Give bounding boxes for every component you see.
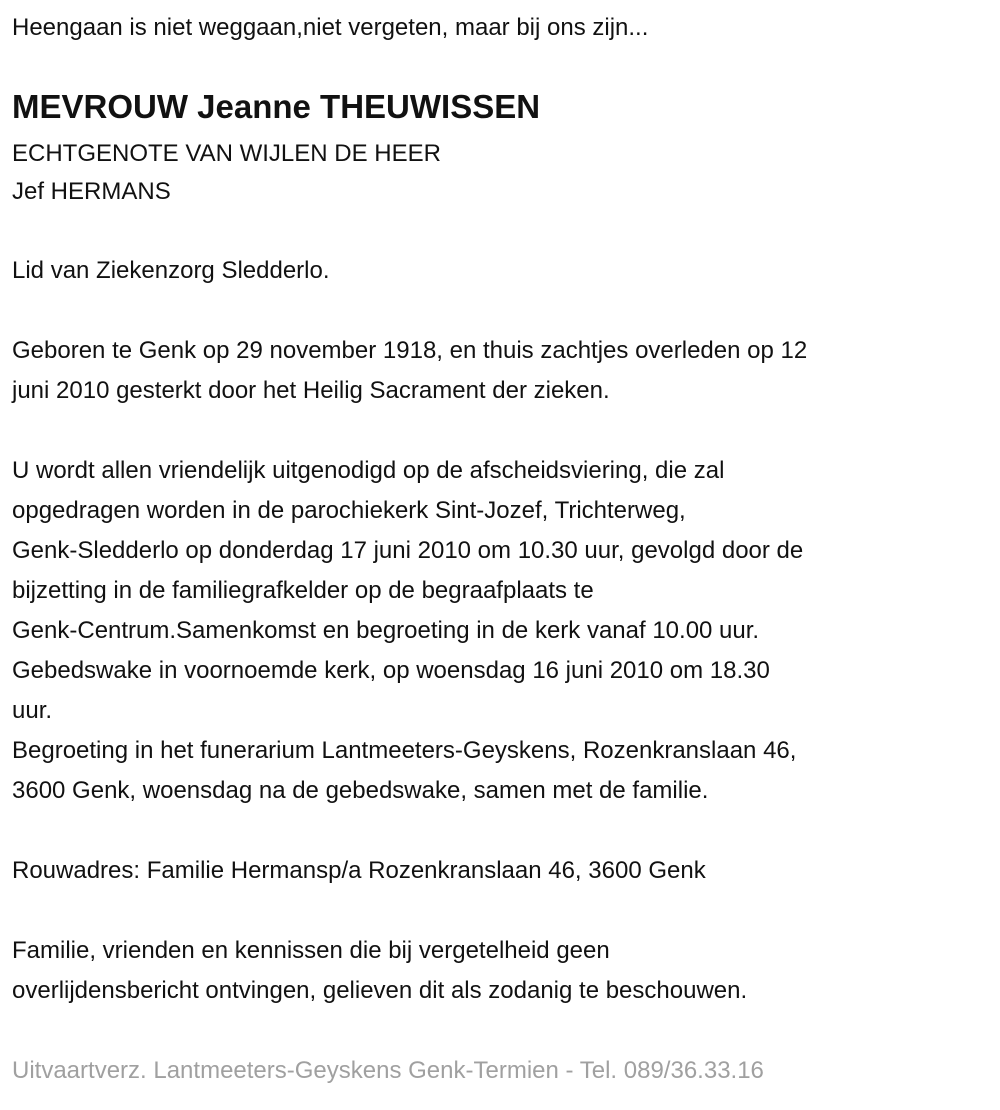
paragraph-line: Begroeting in het funerarium Lantmeeters-Geyskens, Rozenkranslaan 46,	[12, 737, 797, 764]
paragraph-line: 3600 Genk, woensdag na de gebedswake, samen met de familie.	[12, 777, 709, 804]
paragraph-line: bijzetting in de familiegrafkelder op de begraafplaats te	[12, 577, 594, 604]
paragraph-line: overlijdensbericht ontvingen, gelieven dit als zodanig te beschouwen.	[12, 977, 748, 1004]
paragraph-line: Geboren te Genk op 29 november 1918, en thuis zachtjes overleden op 12	[12, 337, 808, 364]
notice-paragraph	[12, 931, 1000, 1011]
paragraph-line: Genk-Centrum.Samenkomst en begroeting in de kerk vanaf 10.00 uur.	[12, 617, 760, 644]
ceremony-paragraph	[12, 451, 1000, 811]
mourning-address: Rouwadres: Familie Hermansp/a Rozenkranslaan 46, 3600 Genk	[12, 857, 706, 884]
paragraph-line: Gebedswake in voornoemde kerk, op woensdag 16 juni 2010 om 18.30	[12, 657, 770, 684]
paragraph-line: Familie, vrienden en kennissen die bij vergetelheid geen	[12, 937, 610, 964]
paragraph-line: opgedragen worden in de parochiekerk Sint-Jozef, Trichterweg,	[12, 497, 686, 524]
membership-text: Lid van Ziekenzorg Sledderlo.	[12, 257, 330, 284]
paragraph-line: U wordt allen vriendelijk uitgenodigd op de afscheidsviering, die zal	[12, 457, 725, 484]
birth-death-paragraph	[12, 331, 1000, 411]
intro-quote: Heengaan is niet weggaan,niet vergeten, maar bij ons zijn...	[12, 14, 649, 41]
spouse-label: ECHTGENOTE VAN WIJLEN DE HEER	[12, 140, 441, 167]
paragraph-line: uur.	[12, 697, 53, 724]
deceased-name-title: MEVROUW Jeanne THEUWISSEN	[12, 88, 541, 125]
spouse-name: Jef HERMANS	[12, 178, 171, 205]
paragraph-line: juni 2010 gesterkt door het Heilig Sacrament der zieken.	[12, 377, 610, 404]
paragraph-line: Genk-Sledderlo op donderdag 17 juni 2010 om 10.30 uur, gevolgd door de	[12, 537, 804, 564]
funeral-home-footer: Uitvaartverz. Lantmeeters-Geyskens Genk-Termien - Tel. 089/36.33.16	[12, 1057, 764, 1084]
